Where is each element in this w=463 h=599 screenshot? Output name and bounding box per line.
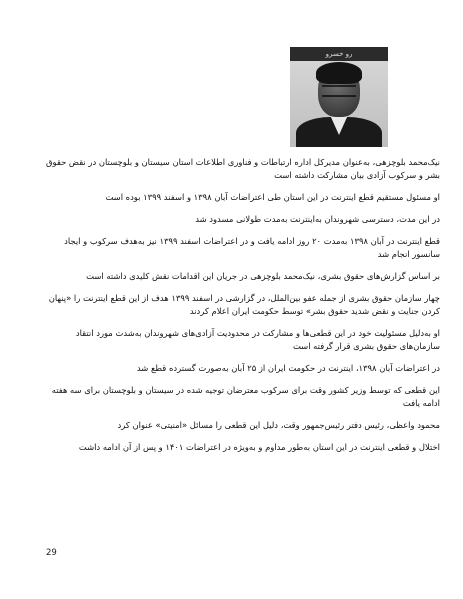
- paragraph: در این مدت، دسترسی شهروندان به‌اینترنت به‌مدت طولانی مسدود شد: [195, 214, 440, 224]
- paragraph: اختلال و قطعی اینترنت در این استان به‌طور مداوم و به‌ویژه در اعتراضات ۱۴۰۱ و پس از آن ادامه داشت: [78, 442, 440, 452]
- paragraph: او به‌دلیل مسئولیت خود در این قطعی‌ها و مشارکت در محدودیت آزادی‌های شهروندان به‌شدت مورد انتقاد سازمان‌های حقوق بشری قرار گرفته است: [75, 328, 440, 351]
- photo-figure-hair: [316, 62, 362, 84]
- paragraph: نیک‌محمد بلوچزهی، به‌عنوان مدیرکل اداره ارتباطات و فناوری اطلاعات استان سیستان و بلوچستان در نقض حقوق بشر و سرکوب آزادی بیان مشارکت داشته است: [46, 157, 440, 180]
- page-number: 29: [46, 548, 57, 558]
- paragraph: در اعتراضات آبان ۱۳۹۸، اینترنت در حکومت ایران از ۲۵ آبان به‌صورت گسترده قطع شد: [136, 363, 440, 373]
- paragraph: قطع اینترنت در آبان ۱۳۹۸ به‌مدت ۲۰ روز ادامه یافت و در اعتراضات اسفند ۱۳۹۹ نیز به‌هدف سرکوب و ایجاد سانسور انجام شد: [64, 236, 440, 259]
- paragraph: محمود واعظی، رئیس دفتر رئیس‌جمهور وقت، دلیل این قطعی را مسائل «امنیتی» عنوان کرد: [117, 420, 440, 430]
- document-body: [46, 156, 440, 463]
- paragraph: او مسئول مستقیم قطع اینترنت در این استان طی اعتراضات آبان ۱۳۹۸ و اسفند ۱۳۹۹ بوده است: [105, 192, 440, 202]
- photo-figure-glasses: [322, 85, 356, 97]
- paragraph: چهار سازمان حقوق بشری از جمله عفو بین‌الملل، در گزارشی در اسفند ۱۳۹۹ هدف از این قطع اینترنت را «پنهان کردن جنایت و نقض شدید حقوق بشر» توسط حکومت ایران اعلام کردند: [48, 293, 440, 316]
- paragraph: بر اساس گزارش‌های حقوق بشری، نیک‌محمد بلوچزهی در جریان این اقدامات نقش کلیدی داشته است: [86, 271, 440, 281]
- paragraph: این قطعی که توسط وزیر کشور وقت برای سرکوب معترضان توجیه شده در سیستان و بلوچستان برای سه هفته ادامه یافت: [51, 385, 440, 408]
- photo-banner: رو خسرو: [290, 47, 388, 61]
- portrait-photo: [290, 47, 388, 147]
